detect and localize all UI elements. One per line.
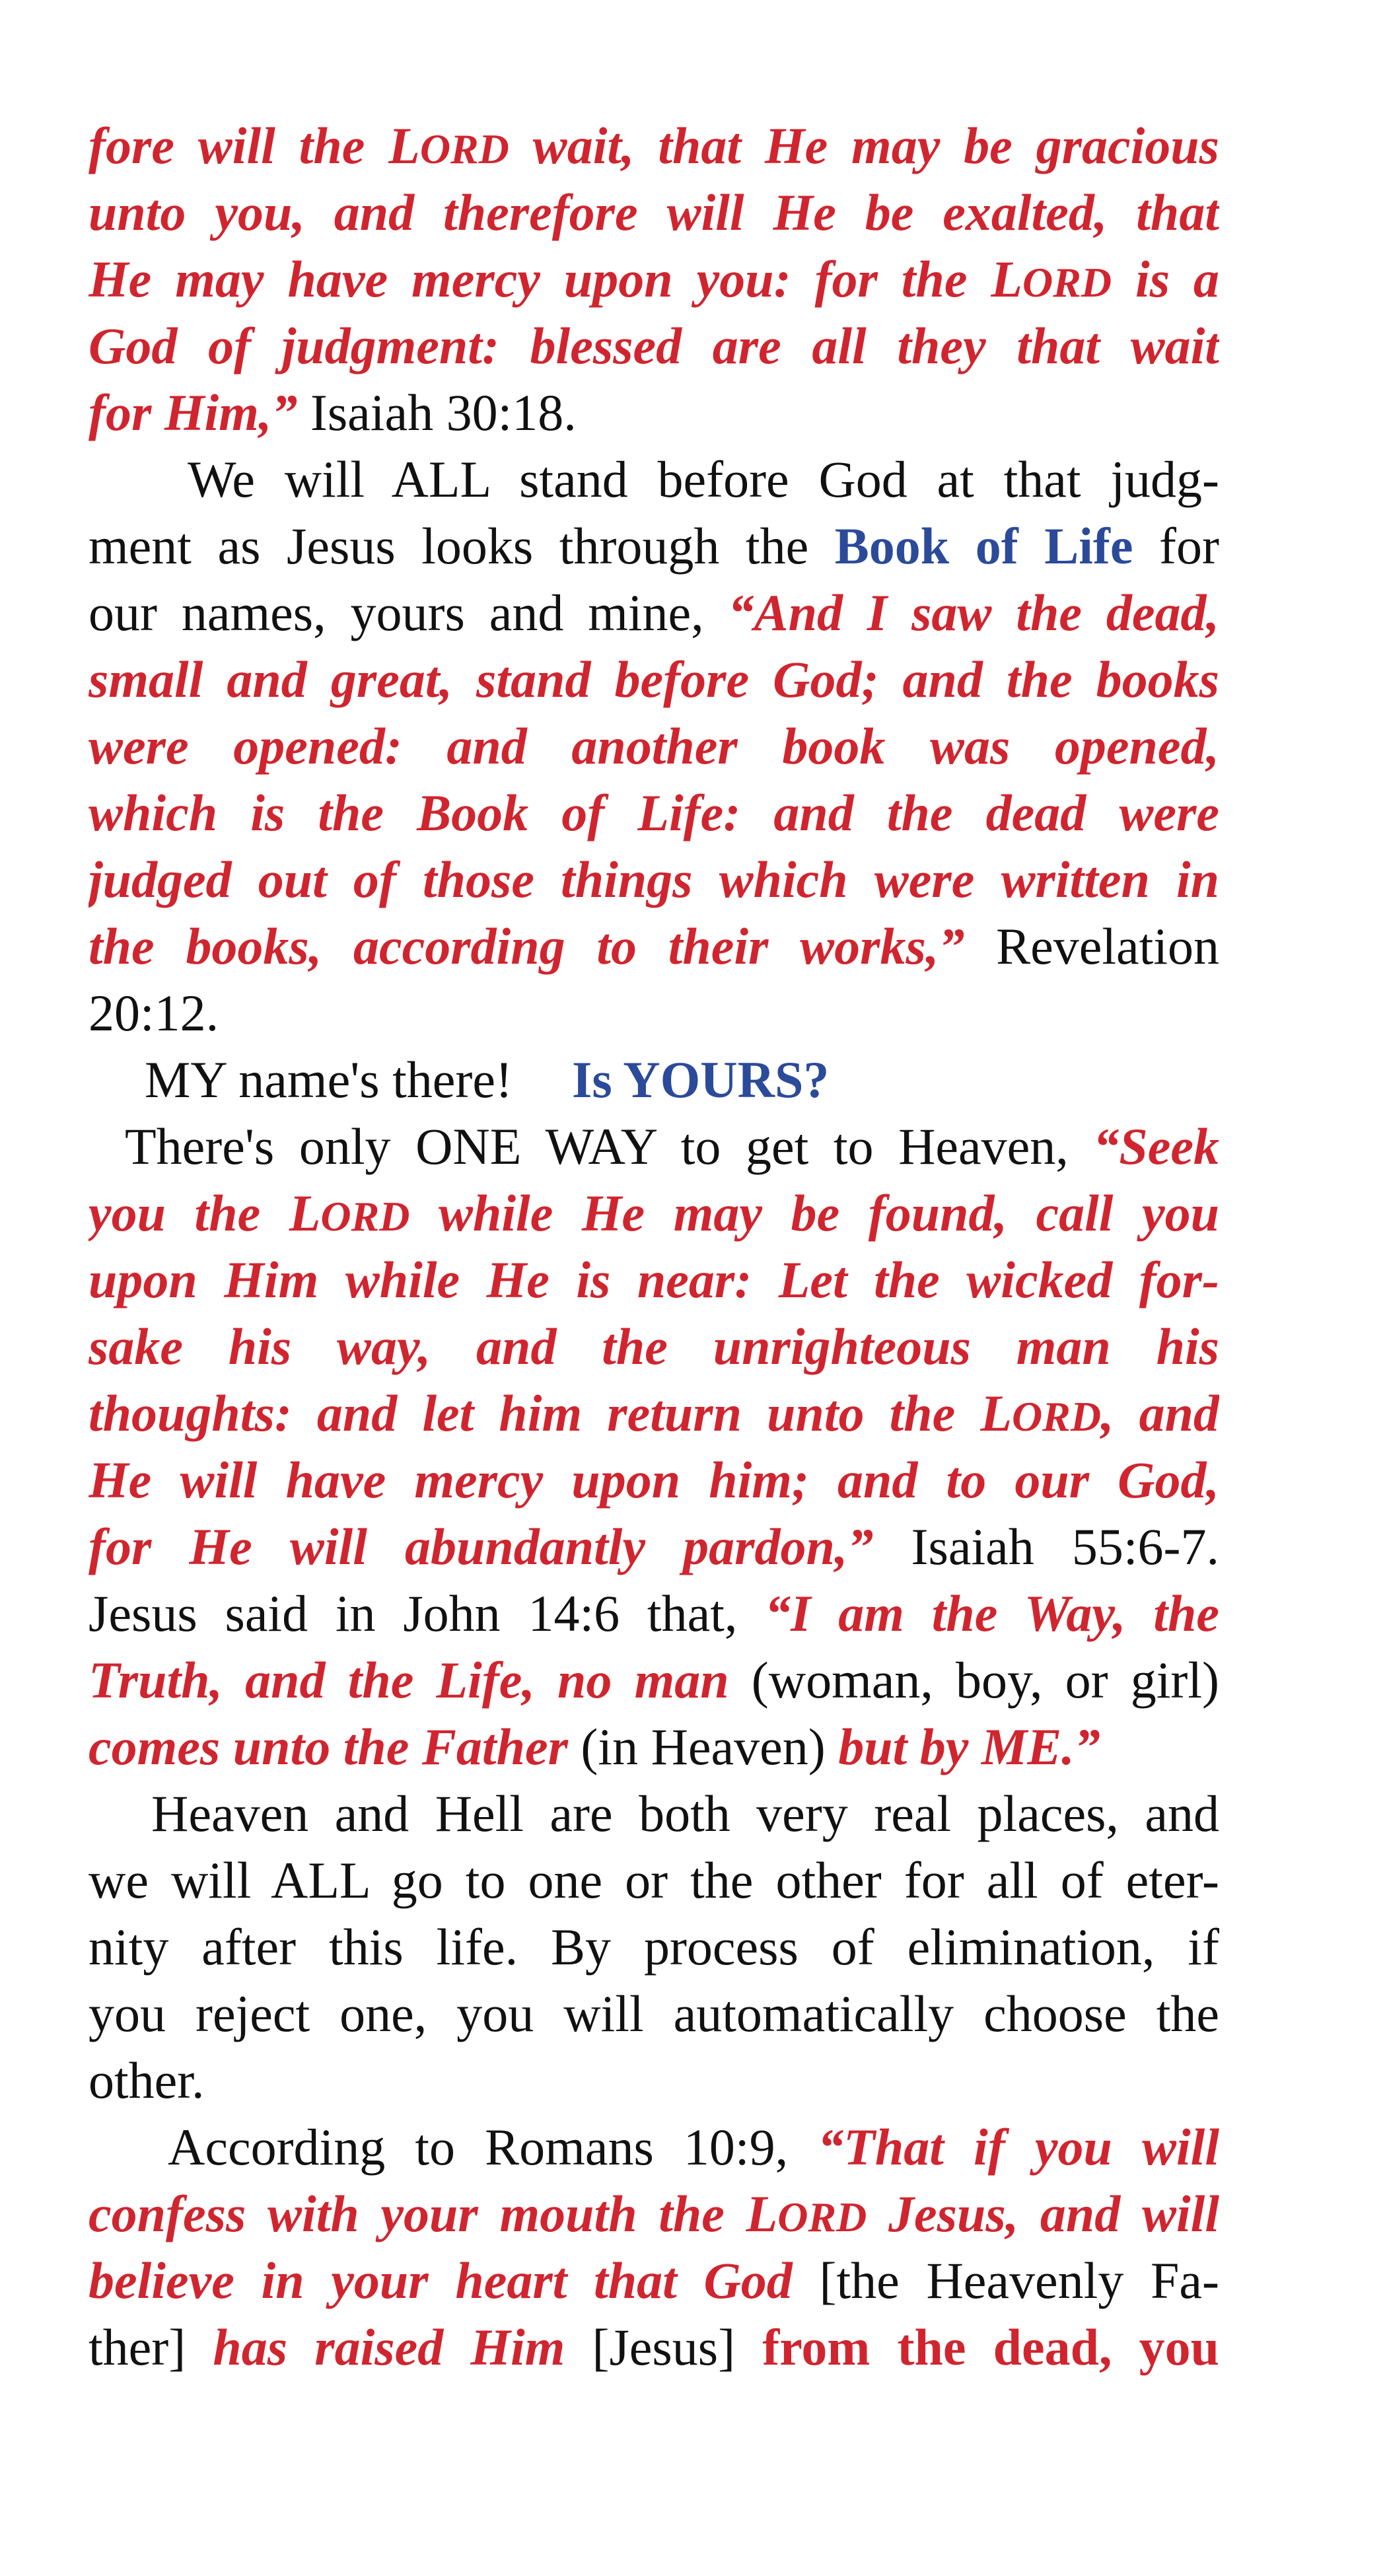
text-run: Isaiah 55:6-7. (873, 1518, 1219, 1575)
scripture-run: upon Him while He is near: Let the wicked for- (89, 1251, 1219, 1308)
text-line (89, 1180, 1219, 1246)
scripture-run: confess with your mouth the L (89, 2185, 778, 2242)
scripture-run: were opened: and another book was opened, (89, 717, 1219, 775)
text-run: (woman, boy, or girl) (729, 1651, 1219, 1709)
scripture-run: believe in your heart that God (89, 2252, 793, 2309)
text-run: ment as Jesus looks through the (89, 517, 835, 575)
text-run: [the Heavenly Fa- (792, 2252, 1219, 2309)
text-line (89, 1380, 1219, 1447)
text-line (89, 2114, 1219, 2180)
scripture-run: judged out of those things which were written in (89, 851, 1219, 908)
scripture-run: ORD (1011, 1393, 1102, 1440)
text-line (89, 513, 1219, 579)
scripture-run: while He may be found, call you (409, 1184, 1219, 1242)
text-run: [Jesus] (565, 2318, 763, 2376)
text-run: MY name's there! (145, 1051, 513, 1108)
text-line (89, 579, 1219, 646)
text-line (89, 2180, 1219, 2247)
text-run: Isaiah 30:18. (297, 384, 577, 441)
scripture-run: He will have mercy upon him; and to our God, (89, 1451, 1219, 1509)
scripture-run: , and (1101, 1384, 1219, 1442)
text-line (89, 1447, 1219, 1513)
scripture-run: “That if you will (818, 2118, 1219, 2176)
scripture-run: “I am the Way, the (765, 1585, 1219, 1642)
text-line (89, 980, 1219, 1046)
scripture-run: God of judgment: blessed are all they that wait (89, 317, 1219, 375)
scripture-run: comes unto the Father (89, 1718, 568, 1775)
scripture-run: which is the Book of Life: and the dead were (89, 784, 1219, 841)
text-line (89, 2047, 1219, 2114)
text-line (89, 1113, 1219, 1180)
text-line (89, 1647, 1219, 1713)
scripture-run: ORD (320, 1193, 410, 1240)
text-run: According to Romans 10:9, (168, 2118, 818, 2176)
text-line (89, 2247, 1219, 2314)
text-line (89, 1914, 1219, 1980)
text-line (89, 1713, 1219, 1780)
scripture-run: you the L (89, 1184, 321, 1242)
scripture-run: small and great, stand before God; and the books (89, 651, 1219, 708)
text-run: nity after this life. By process of elimination, if (89, 1918, 1219, 1976)
scripture-run: from the dead, you (762, 2318, 1219, 2376)
text-line (89, 1046, 1219, 1113)
scripture-run: wait, that He may be gracious (509, 117, 1219, 174)
emphasis-run: Book of Life (834, 517, 1133, 575)
scripture-run: Truth, and the Life, no man (89, 1651, 729, 1709)
page-text (89, 112, 1219, 2380)
text-run: Heaven and Hell are both very real places, and (151, 1785, 1219, 1842)
scripture-run: “Seek (1093, 1118, 1219, 1175)
scripture-run: fore will the L (89, 117, 420, 174)
text-line (89, 1513, 1219, 1580)
text-line (89, 1780, 1219, 1847)
text-run: We will ALL stand before God at that judg- (188, 450, 1219, 508)
text-run: we will ALL go to one or the other for all of eter- (89, 1851, 1219, 1909)
text-run: for (1133, 517, 1219, 575)
text-line (89, 1313, 1219, 1380)
scripture-run: the books, according to their works,” (89, 917, 965, 975)
text-run: other. (89, 2052, 205, 2109)
scripture-run: sake his way, and the unrighteous man his (89, 1318, 1219, 1375)
text-run: ther] (89, 2318, 213, 2376)
scripture-run: He may have mercy upon you: for the L (89, 250, 1023, 308)
scripture-run: has raised Him (213, 2318, 565, 2376)
text-run: 20:12. (89, 984, 219, 1042)
text-run: There's only ONE WAY to get to Heaven, (125, 1118, 1094, 1175)
text-line (89, 246, 1219, 312)
text-line (89, 779, 1219, 846)
scripture-run: ORD (777, 2194, 867, 2240)
scripture-run: “And I saw the dead, (728, 584, 1219, 641)
text-run: you reject one, you will automatically choose the (89, 1985, 1219, 2042)
text-line (89, 379, 1219, 446)
scripture-run: for Him,” (89, 384, 298, 441)
text-line (89, 179, 1219, 246)
scripture-run: for He will abundantly pardon,” (89, 1518, 874, 1575)
text-line (89, 1980, 1219, 2047)
text-run: our names, yours and mine, (89, 584, 729, 641)
text-line (89, 112, 1219, 179)
scripture-run: is a (1112, 250, 1219, 308)
scripture-run: ORD (1022, 259, 1112, 306)
scripture-run: but by ME.” (838, 1718, 1100, 1775)
scripture-run: Jesus, and will (867, 2185, 1219, 2242)
text-line (89, 446, 1219, 513)
text-line (89, 846, 1219, 913)
text-line (89, 913, 1219, 980)
text-line (89, 1580, 1219, 1647)
text-line (89, 312, 1219, 379)
scripture-run: thoughts: and let him return unto the L (89, 1384, 1012, 1442)
scripture-run: ORD (419, 125, 509, 172)
emphasis-run: Is YOURS? (571, 1051, 830, 1108)
scripture-run: unto you, and therefore will He be exalted, that (89, 184, 1219, 241)
text-line (89, 1847, 1219, 1914)
text-line (89, 713, 1219, 779)
text-line (89, 2314, 1219, 2380)
text-run: (in Heaven) (567, 1718, 839, 1775)
text-run: Jesus said in John 14:6 that, (89, 1585, 765, 1642)
text-line (89, 1246, 1219, 1313)
text-line (89, 646, 1219, 713)
text-run: Revelation (964, 917, 1219, 975)
